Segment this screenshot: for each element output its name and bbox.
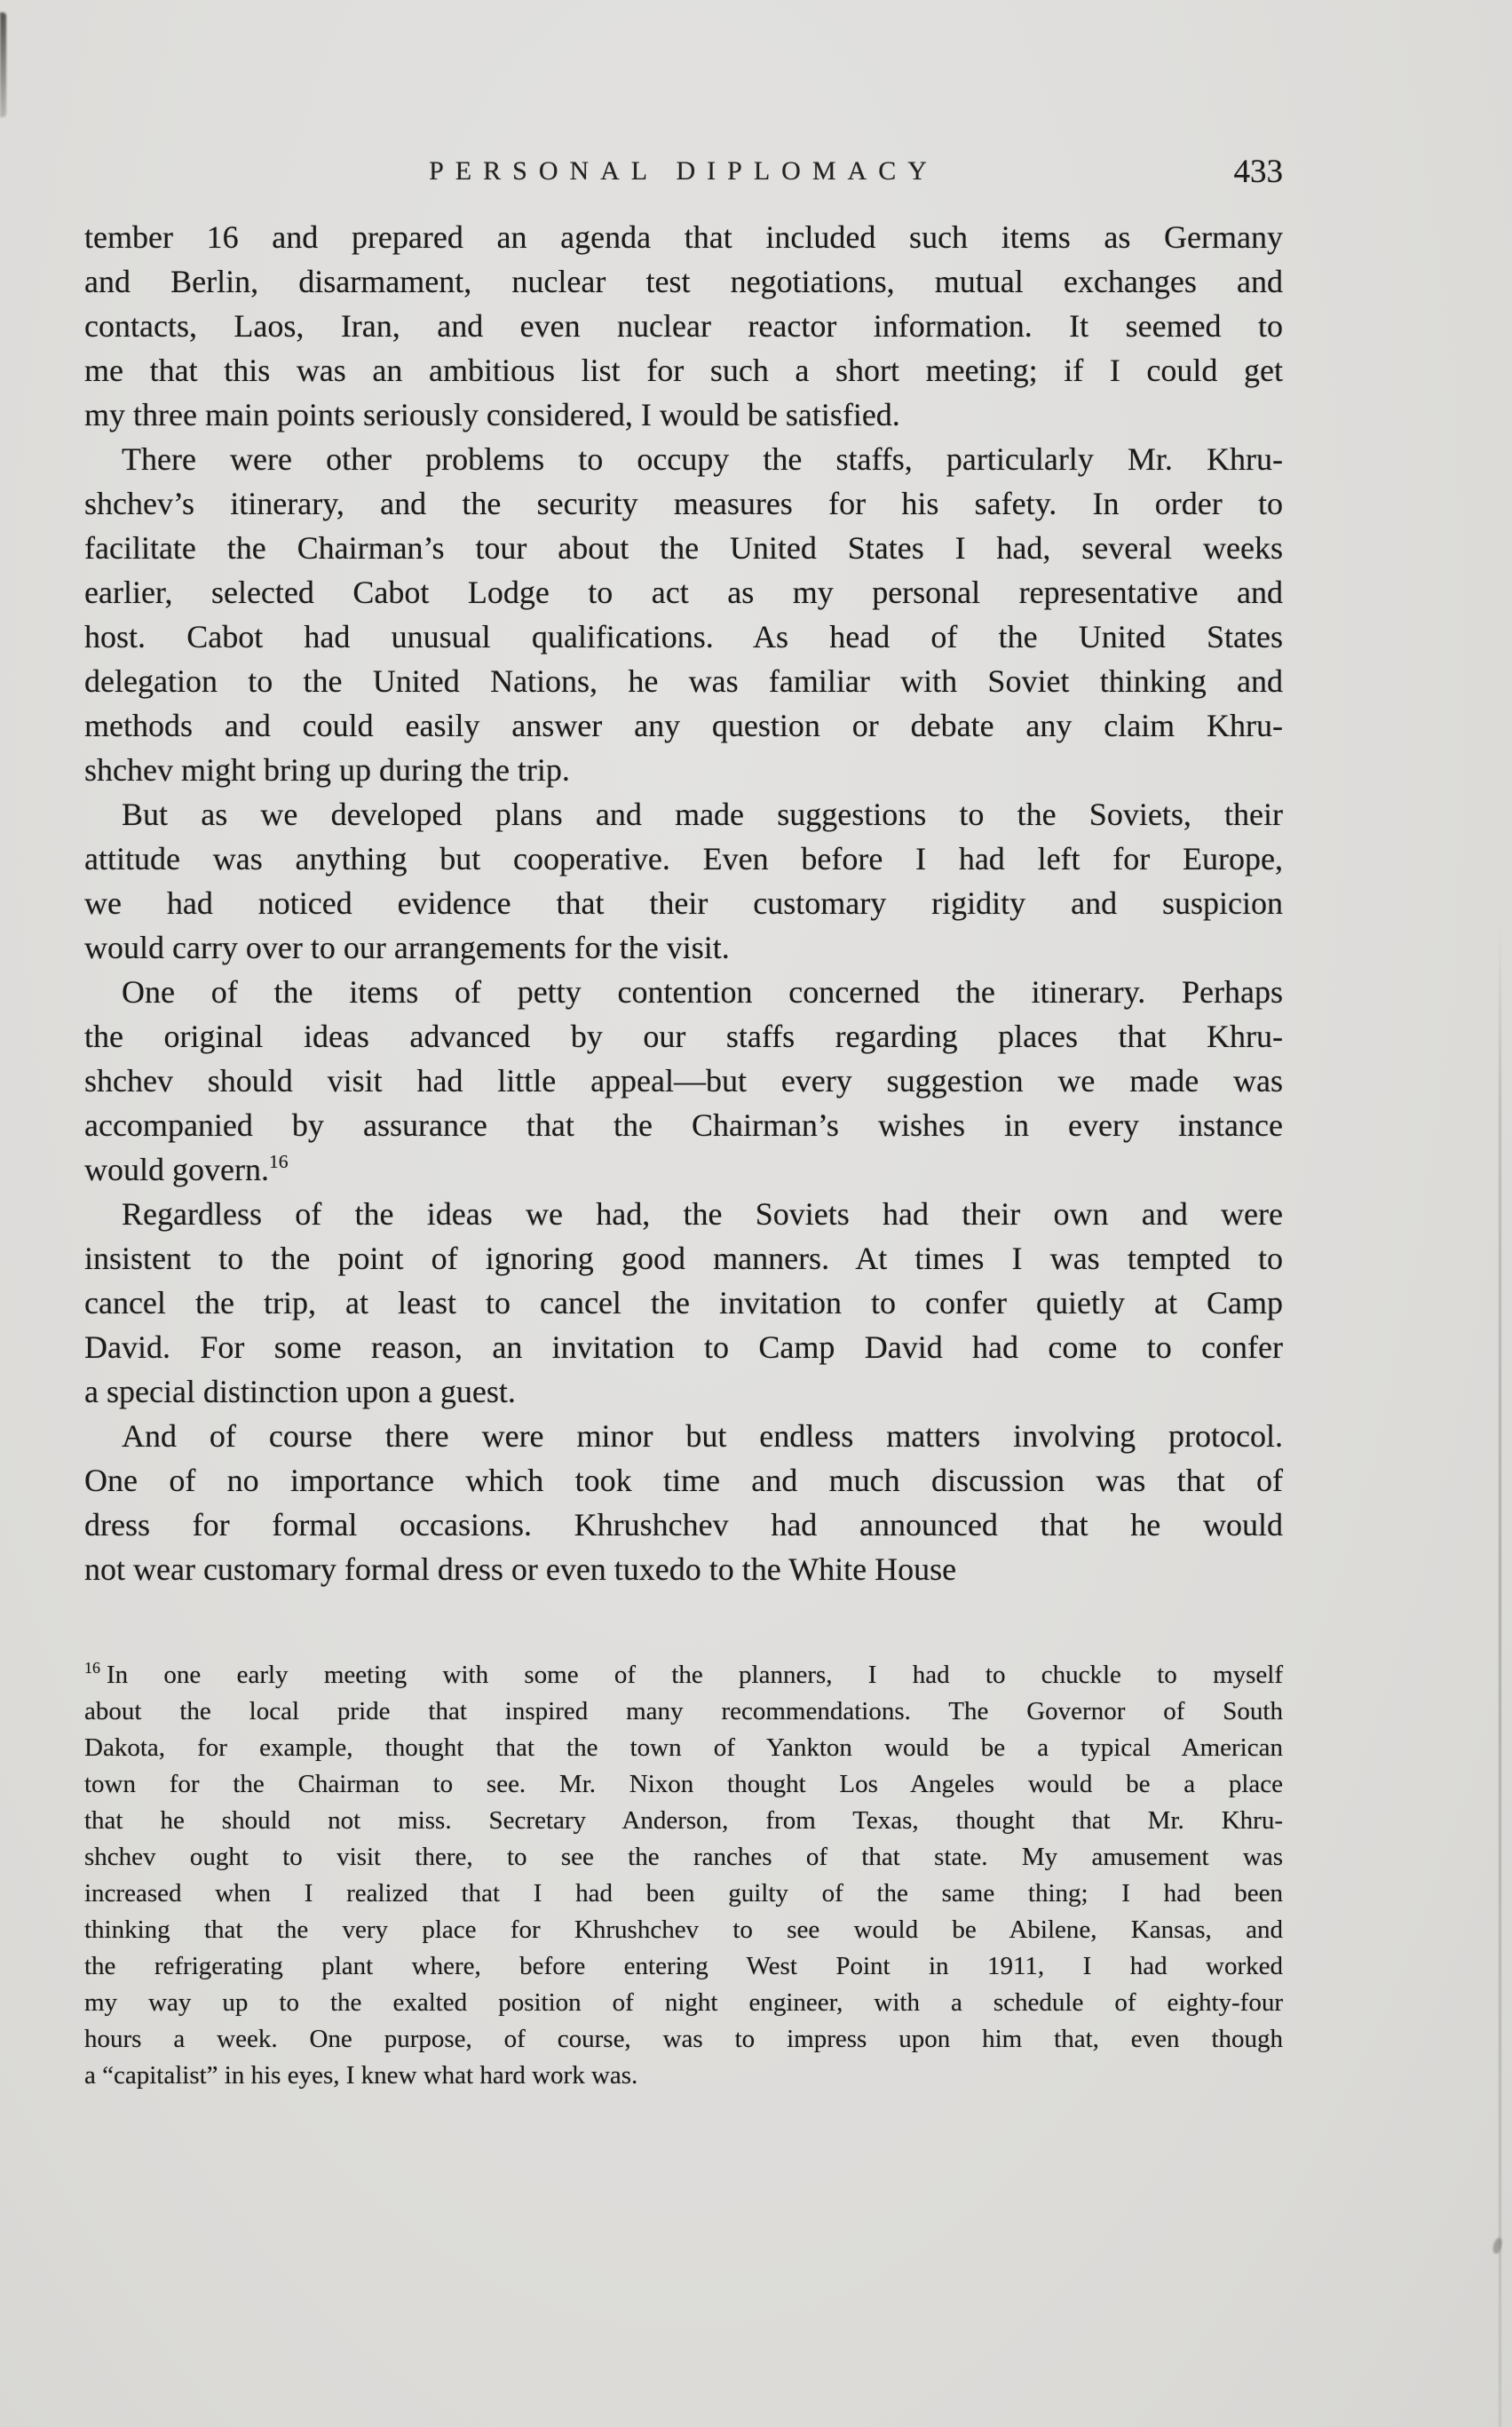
text-line: town for the Chairman to see. Mr. Nixon thought Los Angeles would be a place	[84, 1770, 1283, 1798]
text-line: the original ideas advanced by our staffs regarding places that Khru-	[84, 1019, 1283, 1054]
paragraph	[84, 792, 1283, 970]
text-line: $^{16}$ In one early meeting with some of the planners, I had to chuckle to myself	[84, 1659, 1283, 1689]
text-line: shchev’s itinerary, and the security measures for his safety. In order to	[84, 486, 1283, 521]
text-line: But as we developed plans and made suggestions to the Soviets, their	[122, 797, 1283, 832]
text-line: hours a week. One purpose, of course, was to impress upon him that, even though	[84, 2025, 1283, 2053]
text-line: a “capitalist” in his eyes, I knew what hard work was.	[84, 2061, 638, 2090]
scan-edge-mark	[0, 12, 6, 117]
text-line: a special distinction upon a guest.	[84, 1374, 516, 1409]
text-line: the refrigerating plant where, before entering West Point in 1911, I had worked	[84, 1952, 1283, 1980]
text-line: host. Cabot had unusual qualifications. As head of the United States	[84, 619, 1283, 654]
text-line: thinking that the very place for Khrushchev to see would be Abilene, Kansas, and	[84, 1915, 1283, 1944]
chapter-title: PERSONAL DIPLOMACY	[429, 156, 938, 186]
page-number: 433	[1233, 154, 1283, 190]
text-line: One of no importance which took time and much discussion was that of	[84, 1463, 1283, 1498]
text-line: and Berlin, disarmament, nuclear test negotiations, mutual exchanges and	[84, 264, 1283, 299]
footnote-marker: 16	[84, 1659, 100, 1677]
text-line: methods and could easily answer any question or debate any claim Khru-	[84, 708, 1283, 743]
text-line: Dakota, for example, thought that the town of Yankton would be a typical American	[84, 1733, 1283, 1762]
text-line: my way up to the exalted position of night engineer, with a schedule of eighty-four	[84, 1988, 1283, 2017]
text-line: me that this was an ambitious list for such a short meeting; if I could get	[84, 353, 1283, 388]
text-line: dress for formal occasions. Khrushchev had announced that he would	[84, 1507, 1283, 1543]
text-line: not wear customary formal dress or even tuxedo to the White House	[84, 1551, 957, 1587]
paragraph	[84, 970, 1283, 1192]
footnote-reference: 16	[268, 1151, 289, 1172]
text-line: One of the items of petty contention concerned the itinerary. Perhaps	[122, 974, 1283, 1010]
text-line: There were other problems to occupy the staffs, particularly Mr. Khru-	[122, 441, 1283, 477]
paragraph	[84, 1192, 1283, 1414]
running-header	[84, 156, 1283, 195]
page-edge-shadow	[1499, 924, 1501, 2427]
text-line: my three main points seriously considered, I would be satisfied.	[84, 397, 900, 432]
paragraph	[84, 1657, 1283, 2094]
text-line: earlier, selected Cabot Lodge to act as my personal representative and	[84, 575, 1283, 610]
text-line: would govern.$^{16}$	[84, 1151, 289, 1187]
text-line: increased when I realized that I had been guilty of the same thing; I had been	[84, 1879, 1283, 1907]
text-line: shchev should visit had little appeal—but every suggestion we made was	[84, 1063, 1283, 1098]
text-line: insistent to the point of ignoring good manners. At times I was tempted to	[84, 1241, 1283, 1276]
text-line: cancel the trip, at least to cancel the invitation to confer quietly at Camp	[84, 1285, 1283, 1321]
paragraph	[84, 215, 1283, 437]
paragraph	[84, 437, 1283, 792]
text-line: delegation to the United Nations, he was familiar with Soviet thinking and	[84, 663, 1283, 699]
text-line: contacts, Laos, Iran, and even nuclear reactor information. It seemed to	[84, 308, 1283, 344]
body-text	[84, 215, 1283, 1591]
text-line: Regardless of the ideas we had, the Soviets had their own and were	[122, 1196, 1283, 1232]
text-line: David. For some reason, an invitation to Camp David had come to confer	[84, 1329, 1283, 1365]
paragraph	[84, 1414, 1283, 1591]
text-line: facilitate the Chairman’s tour about the United States I had, several weeks	[84, 530, 1283, 566]
text-line: that he should not miss. Secretary Anderson, from Texas, thought that Mr. Khru-	[84, 1806, 1283, 1835]
footnote-section	[84, 1657, 1283, 2094]
text-line: attitude was anything but cooperative. Even before I had left for Europe,	[84, 841, 1283, 876]
text-line: tember 16 and prepared an agenda that included such items as Germany	[84, 219, 1283, 255]
text-line: would carry over to our arrangements for the visit.	[84, 930, 730, 965]
text-line: And of course there were minor but endless matters involving protocol.	[122, 1418, 1283, 1454]
text-line: we had noticed evidence that their customary rigidity and suspicion	[84, 885, 1283, 921]
text-line: shchev might bring up during the trip.	[84, 752, 570, 788]
text-line: accompanied by assurance that the Chairman’s wishes in every instance	[84, 1107, 1283, 1143]
text-line: shchev ought to visit there, to see the ranches of that state. My amusement was	[84, 1843, 1283, 1871]
text-line: about the local pride that inspired many recommendations. The Governor of South	[84, 1697, 1283, 1725]
